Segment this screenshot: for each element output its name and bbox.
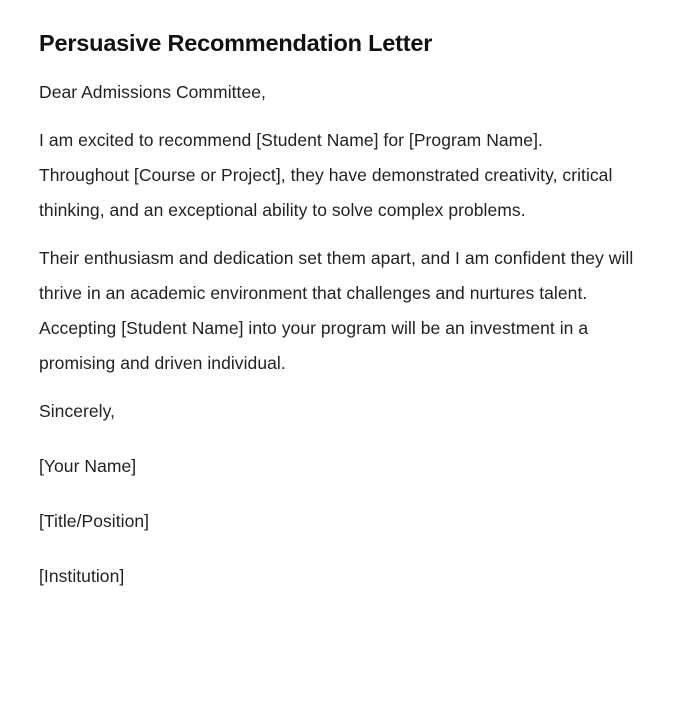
page-title: Persuasive Recommendation Letter [39,30,433,56]
letter-body [39,75,660,594]
letter-closing: Sincerely, [39,401,116,421]
signature-name-placeholder: [Your Name] [39,456,137,476]
letter-paragraph-1: I am excited to recommend [Student Name] for [Program Name]. Throughout [Course or Project], they have demonstrated creativity, critical thinking, and an exceptional ability to solve complex problems. [39,130,613,220]
signature-title-placeholder: [Title/Position] [39,511,150,531]
letter-paragraph-2: Their enthusiasm and dedication set them apart, and I am confident they will thrive in an academic environment that challenges and nurtures talent. Accepting [Student Name] into your program will be an investment in a promising and driven individual. [39,248,634,373]
signature-institution-placeholder: [Institution] [39,566,125,586]
letter-salutation: Dear Admissions Committee, [39,82,266,102]
